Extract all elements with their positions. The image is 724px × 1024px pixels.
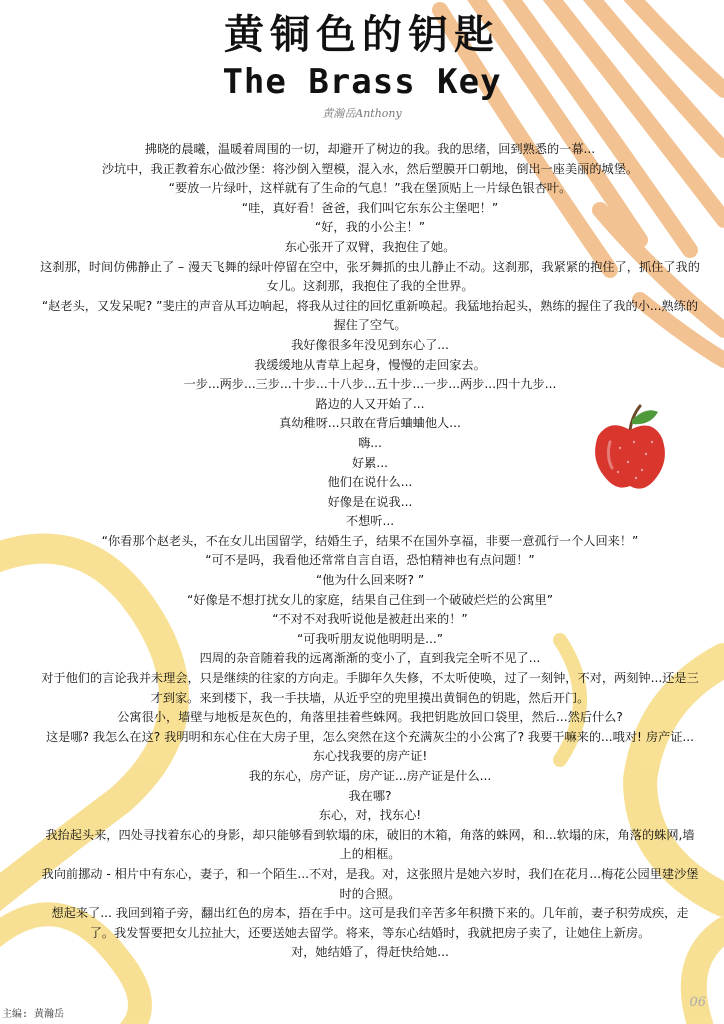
editor-credit: 主编: 黄瀚岳 bbox=[2, 1009, 65, 1020]
story-paragraph: “不对不对我听说他是被赶出来的！” bbox=[272, 612, 468, 627]
story-body bbox=[40, 140, 700, 963]
story-paragraph: “他为什么回来呀? ” bbox=[315, 573, 425, 588]
story-paragraph: “好像是不想打扰女儿的家庭，结果自己住到一个破破烂烂的公寓里” bbox=[186, 592, 554, 607]
story-paragraph: 一步...两步...三步...十步...十八步...五十步...一步...两步...四十九步... bbox=[183, 377, 557, 392]
story-paragraph: “好，我的小公主！” bbox=[314, 220, 426, 235]
title-chinese: 黄铜色的钥匙 bbox=[224, 11, 500, 58]
story-paragraph: 真幼稚呀...只敢在背后蛐蛐他人... bbox=[279, 416, 461, 431]
story-paragraph: 这刹那，时间仿佛静止了 – 漫天飞舞的绿叶停留在空中，张牙舞抓的虫儿静止不动。这刹那，我紧紧的抱住了，抓住了我的女儿。这刹那，我抱住了我的全世界。 bbox=[40, 259, 700, 294]
story-paragraph: 对，她结婚了，得赶快给她... bbox=[291, 945, 449, 960]
story-paragraph: 我的东心，房产证，房产证...房产证是什么... bbox=[248, 769, 492, 783]
story-paragraph: 拂晓的晨曦，温暖着周围的一切，却避开了树边的我。我的思绪，回到熟悉的一幕... bbox=[144, 142, 596, 156]
story-paragraph: 东心张开了双臂，我抱住了她。 bbox=[284, 239, 456, 254]
story-paragraph: 他们在说什么... bbox=[327, 475, 413, 490]
story-paragraph: “赵老头，又发呆呢? ”斐庄的声音从耳边响起，将我从过往的回忆重新唤起。我猛地抬起头，熟练的握住了我的小...熟练的握住了空气。 bbox=[41, 298, 699, 333]
story-paragraph: 好累... bbox=[352, 455, 388, 470]
story-paragraph: 路边的人又开始了... bbox=[315, 396, 425, 411]
story-paragraph: 嗨... bbox=[358, 435, 382, 450]
page-header bbox=[0, 0, 724, 122]
story-paragraph: 东心，对，找东心! bbox=[318, 808, 422, 823]
story-paragraph: 想起来了... 我回到箱子旁，翻出红色的房本，捂在手中。这可是我们辛苦多年积攒下来的。几年前，妻子积劳成疾，走了。我发誓要把女儿拉扯大，还要送她去留学。将来，等东心结婚时，我就把房子卖了，让她住上新房。 bbox=[51, 906, 689, 940]
author-name: 黄瀚岳Anthony bbox=[322, 107, 402, 120]
story-paragraph: “可不是吗，我看他还常常自言自语，恐怕精神也有点问题！” bbox=[205, 553, 535, 568]
story-paragraph: 不想听... bbox=[345, 514, 395, 529]
story-paragraph: “要放一片绿叶，这样就有了生命的气息！”我在堡顶贴上一片绿色银杏叶。 bbox=[168, 181, 572, 196]
story-paragraph: 我抬起头来，四处寻找着东心的身影，却只能够看到软塌的床，破旧的木箱，角落的蛛网，和...软塌的床，角落的蛛网,墙上的相框。 bbox=[45, 827, 695, 862]
story-paragraph: 四周的杂音随着我的远离渐渐的变小了，直到我完全听不见了... bbox=[199, 651, 541, 666]
story-paragraph: “你看那个赵老头，不在女儿出国留学，结婚生子，结果不在国外享福，非要一意孤行一个人回来！” bbox=[101, 533, 639, 548]
story-paragraph: “哇，真好看！爸爸，我们叫它东东公主堡吧！” bbox=[241, 200, 499, 215]
title-english: The Brass Key bbox=[222, 62, 502, 102]
story-paragraph: 公寓很小，墙壁与地板是灰色的，角落里挂着些蛛网。我把钥匙放回口袋里，然后...然后什么? bbox=[117, 710, 623, 725]
story-paragraph: 沙坑中，我正教着东心做沙堡：将沙倒入塑模，混入水，然后塑膜开口朝地，倒出一座美丽的城堡。 bbox=[101, 161, 639, 176]
story-paragraph: 我缓缓地从青草上起身，慢慢的走回家去。 bbox=[254, 357, 486, 372]
story-paragraph: 我向前挪动 - 相片中有东心，妻子，和一个陌生...不对，是我。对，这张照片是她六岁时，我们在花月...梅花公园里建沙堡时的合照。 bbox=[41, 866, 699, 901]
story-paragraph: 对于他们的言论我并未理会，只是继续的往家的方向走。手脚年久失修，不太听使唤，过了一刻钟，不对，两刻钟...还是三才到家。来到楼下，我一手扶墙，从近乎空的兜里摸出黄铜色的钥匙，然后开门。 bbox=[41, 671, 699, 705]
page-number: 06 bbox=[689, 995, 706, 1010]
story-paragraph: 我好像很多年没见到东心了... bbox=[291, 337, 449, 352]
story-paragraph: 这是哪? 我怎么在这? 我明明和东心住在大房子里，怎么突然在这个充满灰尘的小公寓了? 我要干嘛来的...哦对! 房产证...东心找我要的房产证! bbox=[45, 729, 695, 764]
story-paragraph: 我在哪? bbox=[348, 788, 392, 803]
story-paragraph: 好像是在说我... bbox=[327, 494, 413, 509]
story-paragraph: “可我听朋友说他明明是...” bbox=[296, 631, 444, 646]
